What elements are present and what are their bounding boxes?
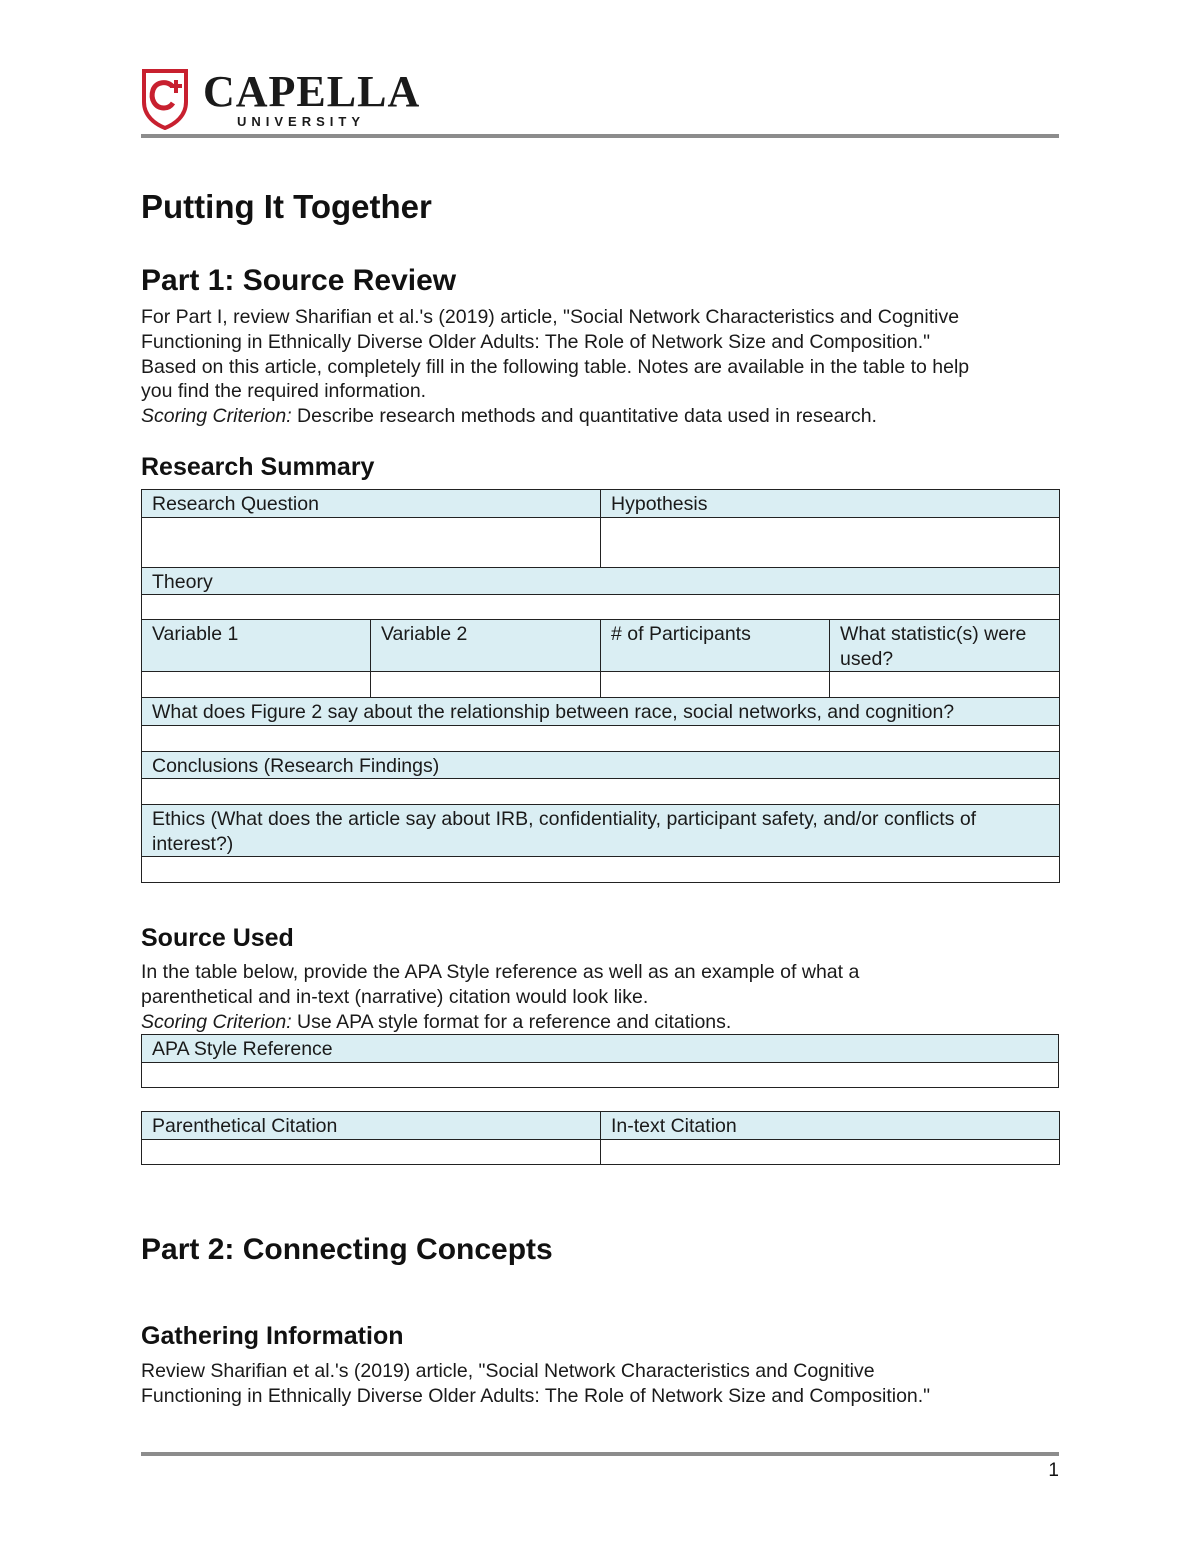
part2-intro [141,1359,1066,1409]
in-text-citation-label: In-text Citation [601,1112,1060,1140]
research-question-field[interactable] [142,517,601,567]
statistics-label: What statistic(s) were used? [830,620,1060,672]
part1-intro-line: Based on this article, completely fill in the following table. Notes are available in the table to help [141,355,970,378]
research-summary-heading: Research Summary [141,453,375,481]
capella-shield-icon [141,68,189,130]
part1-intro-line: Functioning in Ethnically Diverse Older Adults: The Role of Network Size and Composition." [141,330,931,353]
participants-label: # of Participants [601,620,830,672]
part1-heading: Part 1: Source Review [141,264,457,297]
footer-divider [141,1452,1059,1456]
page-number: 1 [1048,1460,1059,1481]
variable1-label: Variable 1 [142,620,371,672]
apa-reference-field[interactable] [142,1062,1059,1087]
part1-intro-line: you find the required information. [141,380,427,403]
theory-label: Theory [142,567,1060,595]
in-text-citation-field[interactable] [601,1139,1060,1164]
variable2-field[interactable] [371,672,601,698]
criterion-text: Use APA style format for a reference and citations. [291,1010,732,1033]
hypothesis-label: Hypothesis [601,490,1060,518]
criterion-label: Scoring Criterion: [141,1010,292,1033]
logo-subtitle: UNIVERSITY [237,114,366,129]
variable1-field[interactable] [142,672,371,698]
figure2-field[interactable] [142,725,1060,751]
source-used-intro [141,960,1066,1034]
criterion-text: Describe research methods and quantitative data used in research. [291,405,877,428]
conclusions-field[interactable] [142,779,1060,805]
source-used-heading: Source Used [141,924,294,952]
parenthetical-citation-field[interactable] [142,1139,601,1164]
part2-line: Functioning in Ethnically Diverse Older Adults: The Role of Network Size and Composition." [141,1384,931,1407]
logo-name: CAPELLA [203,67,421,116]
parenthetical-citation-label: Parenthetical Citation [142,1112,601,1140]
header-divider [141,134,1059,138]
ethics-label: Ethics (What does the article say about IRB, confidentiality, participant safety, and/or conflicts of interest?) [142,805,1060,857]
page-title: Putting It Together [141,188,432,225]
gathering-information-heading: Gathering Information [141,1322,404,1350]
part1-intro-line: For Part I, review Sharifian et al.'s (2019) article, "Social Network Characteristics and Cognitive [141,306,960,328]
figure2-label: What does Figure 2 say about the relationship between race, social networks, and cognition? [142,698,1060,726]
part2-line: Review Sharifian et al.'s (2019) article, "Social Network Characteristics and Cognitive [141,1360,875,1382]
conclusions-label: Conclusions (Research Findings) [142,751,1060,779]
apa-reference-table [141,1034,1059,1088]
source-used-line: In the table below, provide the APA Style reference as well as an example of what a [141,961,860,983]
participants-field[interactable] [601,672,830,698]
variable2-label: Variable 2 [371,620,601,672]
ethics-field[interactable] [142,857,1060,883]
source-used-line: parenthetical and in-text (narrative) citation would look like. [141,985,649,1008]
source-used-criterion [141,1010,1066,1035]
part1-intro [141,305,1066,429]
apa-reference-label: APA Style Reference [142,1035,1059,1063]
research-summary-table [141,489,1060,883]
citation-table [141,1111,1060,1165]
statistics-field[interactable] [830,672,1060,698]
part2-heading: Part 2: Connecting Concepts [141,1233,553,1266]
criterion-label: Scoring Criterion: [141,405,292,428]
theory-field[interactable] [142,595,1060,620]
research-question-label: Research Question [142,490,601,518]
hypothesis-field[interactable] [601,517,1060,567]
part1-criterion [141,404,1066,429]
